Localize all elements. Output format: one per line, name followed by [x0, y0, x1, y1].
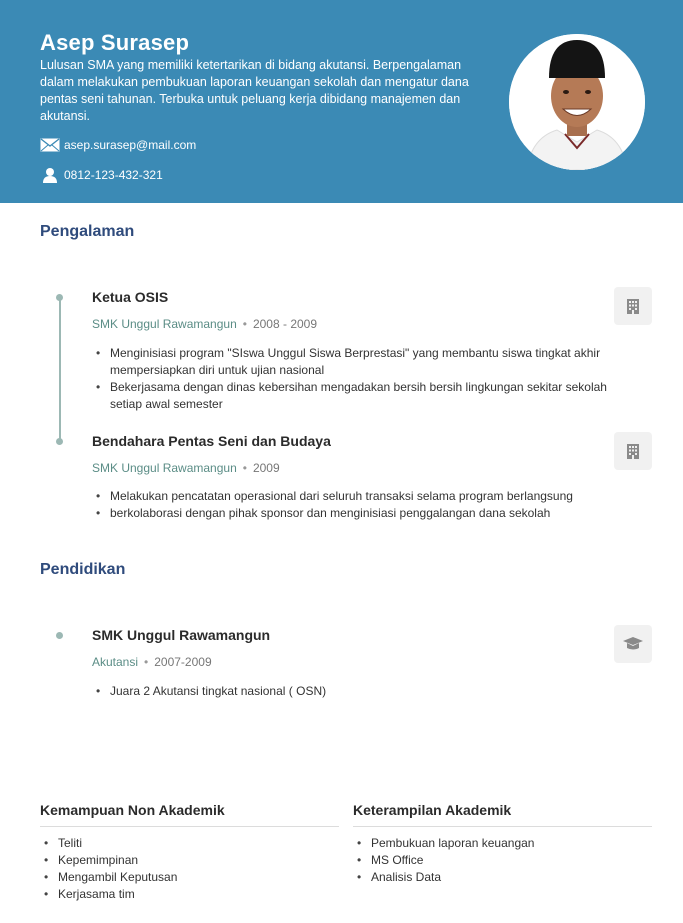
contact-phone: [40, 167, 163, 183]
school-major: Akutansi: [92, 655, 139, 669]
list-item: • Kerjasama tim: [58, 886, 177, 903]
candidate-name: Asep Surasep: [40, 30, 190, 55]
envelope-icon: [40, 137, 60, 153]
job-org-line: SMK Unggul Rawamangun • 2008 - 2009: [92, 317, 318, 331]
job-title: Ketua OSIS: [92, 289, 169, 305]
academic-skills-list: [371, 835, 534, 886]
list-item: • Teliti: [58, 835, 177, 852]
school-major-line: Akutansi • 2007-2009: [92, 655, 212, 669]
education-section-title: Pendidikan: [40, 561, 126, 578]
job-bullets: [110, 488, 610, 522]
job-org: SMK Unggul Rawamangun: [92, 461, 237, 475]
list-item: • Juara 2 Akutansi tingkat nasional ( OSN): [110, 683, 610, 700]
job-org: SMK Unggul Rawamangun: [92, 317, 237, 331]
person-icon: [40, 167, 60, 183]
timeline-dot: [56, 438, 63, 445]
list-item: • Analisis Data: [371, 869, 534, 886]
experience-section-title: Pengalaman: [40, 223, 135, 240]
experience-timeline: [59, 298, 61, 441]
school-years: 2007-2009: [154, 655, 212, 669]
non-academic-skills-list: [58, 835, 177, 903]
list-item: • berkolaborasi dengan pihak sponsor dan menginisiasi penggalangan dana sekolah: [110, 505, 610, 522]
list-item: • Mengambil Keputusan: [58, 869, 177, 886]
building-icon: [614, 432, 652, 470]
profile-summary: Lulusan SMA yang memiliki ketertarikan di bidang akutansi. Berpengalaman dalam melakukan pembukuan laporan keuangan sekolah dan mengatur dana pentas seni tahunan. Terbuka untuk peluang kerja dibidang manajemen dan akutansi.: [40, 58, 469, 123]
timeline-dot: [56, 632, 63, 639]
job-years: 2008 - 2009: [252, 317, 318, 331]
header-banner: [0, 0, 683, 203]
job-title: Bendahara Pentas Seni dan Budaya: [92, 433, 331, 449]
contact-email: [40, 137, 196, 153]
job-org-line: SMK Unggul Rawamangun • 2009: [92, 461, 280, 475]
timeline-dot: [56, 294, 63, 301]
education-bullets: [110, 683, 610, 700]
graduation-cap-icon: [614, 625, 652, 663]
divider: [40, 826, 339, 827]
list-item: • Melakukan pencatatan operasional dari seluruh transaksi selama program berlangsung: [110, 488, 610, 505]
job-bullets: [110, 345, 610, 413]
list-item: • Bekerjasama dengan dinas kebersihan mengadakan bersih bersih lingkungan sekitar sekolah setiap awal semester: [110, 379, 610, 413]
list-item: • Menginisiasi program "SIswa Unggul Siswa Berprestasi" yang membantu siswa tingkat akhir mempersiapkan diri untuk ujian nasional: [110, 345, 610, 379]
building-icon: [614, 287, 652, 325]
list-item: • Pembukuan laporan keuangan: [371, 835, 534, 852]
academic-skills-title: Keterampilan Akademik: [353, 802, 512, 818]
email-text[interactable]: asep.surasep@mail.com: [64, 138, 197, 152]
job-years: 2009: [252, 461, 280, 475]
list-item: • MS Office: [371, 852, 534, 869]
list-item: • Kepemimpinan: [58, 852, 177, 869]
phone-text: 0812-123-432-321: [64, 168, 163, 182]
school-name: SMK Unggul Rawamangun: [92, 627, 271, 643]
non-academic-skills-title: Kemampuan Non Akademik: [40, 802, 225, 818]
divider: [353, 826, 652, 827]
profile-photo: [509, 34, 645, 170]
